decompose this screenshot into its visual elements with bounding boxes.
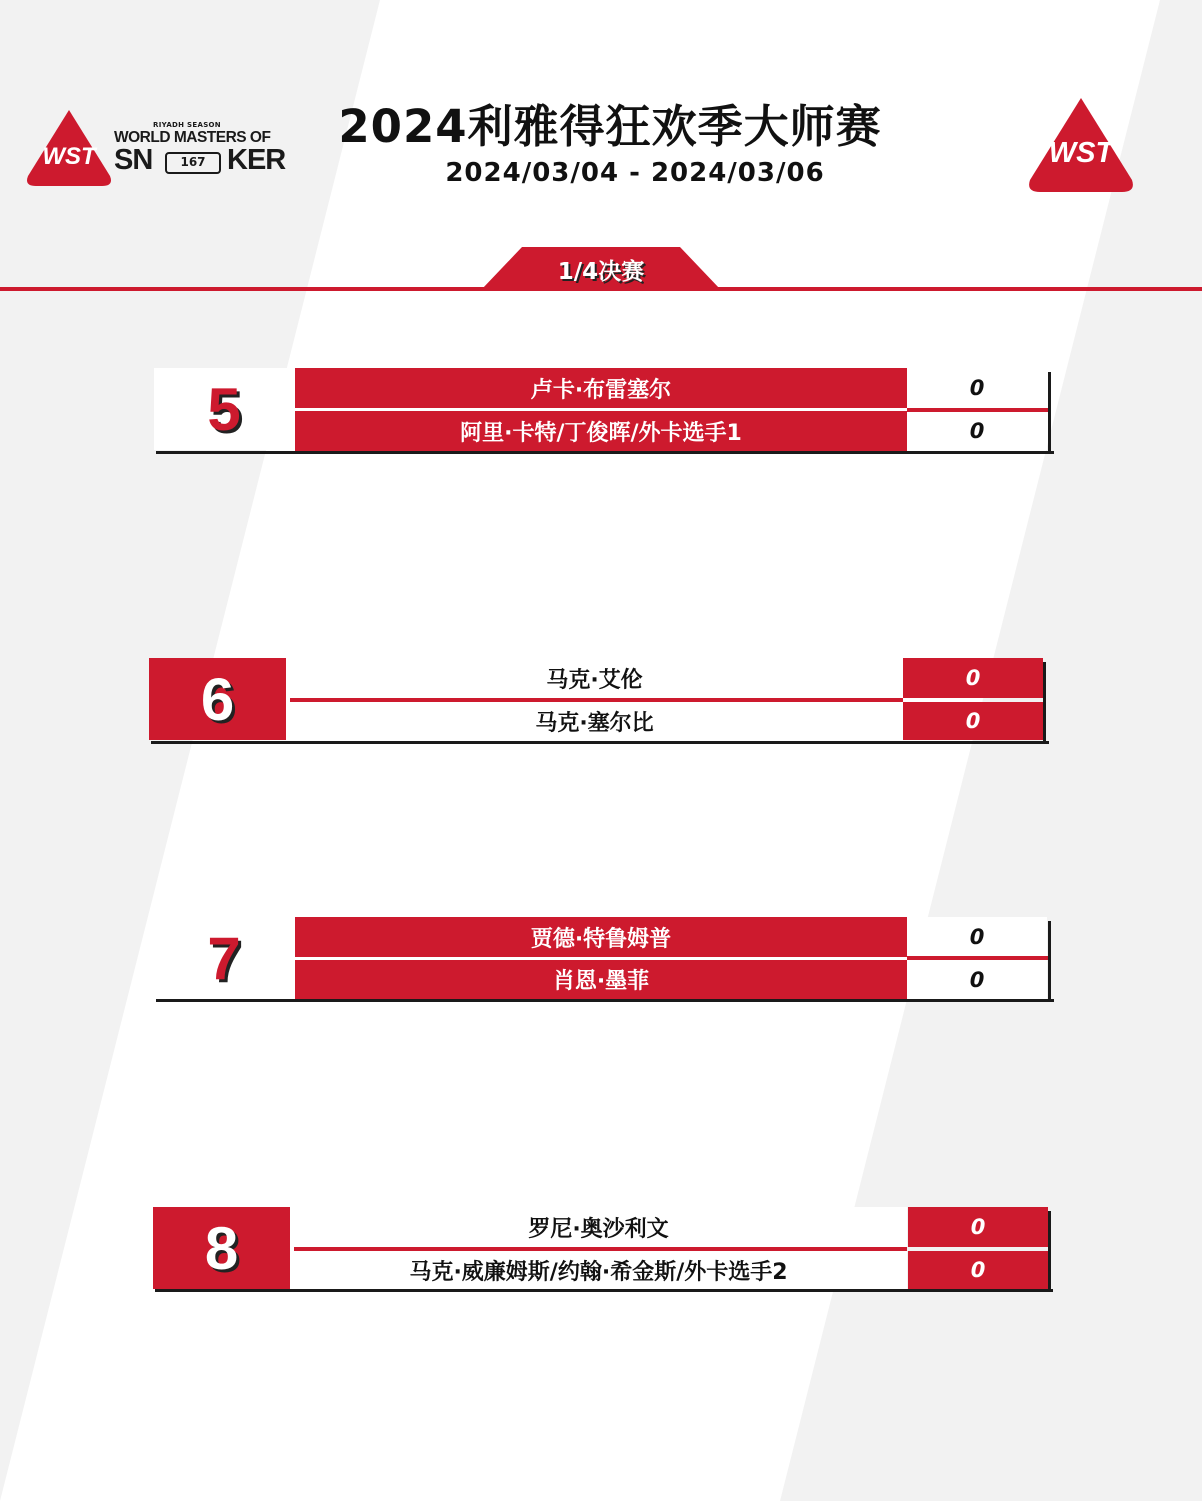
wst-logo-text: WST: [42, 143, 96, 170]
match-card: [149, 658, 1049, 744]
match-card: [153, 1207, 1053, 1293]
card-shadow: [156, 451, 1054, 454]
seed-number: 5: [154, 368, 294, 450]
card-shadow: [1043, 662, 1046, 744]
brand-box-167: 167: [165, 152, 221, 174]
score-2: 0: [908, 1251, 1048, 1289]
match-card: [154, 368, 1054, 454]
date-range: 2024/03/04 - 2024/03/06: [445, 158, 825, 188]
card-shadow: [155, 1289, 1053, 1292]
brand-line1: WORLD MASTERS OF: [114, 129, 271, 146]
player-1: 马克·艾伦: [286, 658, 903, 698]
player-2: 马克·威廉姆斯/约翰·希金斯/外卡选手2: [290, 1251, 907, 1289]
page-title: 2024利雅得狂欢季大师赛: [338, 100, 882, 153]
score-2: 0: [907, 412, 1047, 450]
card-shadow: [156, 999, 1054, 1002]
score-2: 0: [907, 960, 1047, 999]
score-1: 0: [908, 1207, 1048, 1247]
brand-season: RIYADH SEASON: [153, 121, 221, 129]
match-card: [154, 917, 1054, 1003]
score-1: 0: [907, 917, 1047, 956]
brand-line2: [114, 146, 290, 176]
brand-sn: SN: [114, 144, 153, 176]
card-shadow: [1048, 372, 1051, 454]
round-label: 1/4决赛: [557, 259, 645, 285]
score-2: 0: [903, 702, 1043, 740]
brand-ker: KER: [227, 144, 286, 176]
player-1: 贾德·特鲁姆普: [295, 917, 907, 957]
brand-wordmark: [114, 121, 290, 176]
card-shadow: [1048, 921, 1051, 1002]
player-2: 肖恩·墨菲: [295, 960, 907, 999]
wst-logo-left: [24, 108, 114, 188]
player-1: 卢卡·布雷塞尔: [295, 368, 907, 408]
player-2: 阿里·卡特/丁俊晖/外卡选手1: [295, 411, 907, 451]
card-shadow: [151, 741, 1049, 744]
card-shadow: [1048, 1211, 1051, 1292]
player-1: 罗尼·奥沙利文: [290, 1207, 907, 1247]
seed-number: 7: [154, 917, 294, 999]
wst-logo-right: [1026, 96, 1136, 194]
score-1: 0: [907, 368, 1047, 408]
seed-number: 6: [149, 658, 286, 740]
score-1: 0: [903, 658, 1043, 698]
seed-number: 8: [153, 1207, 290, 1289]
player-2: 马克·塞尔比: [286, 702, 903, 740]
wst-logo-text: WST: [1048, 137, 1114, 169]
